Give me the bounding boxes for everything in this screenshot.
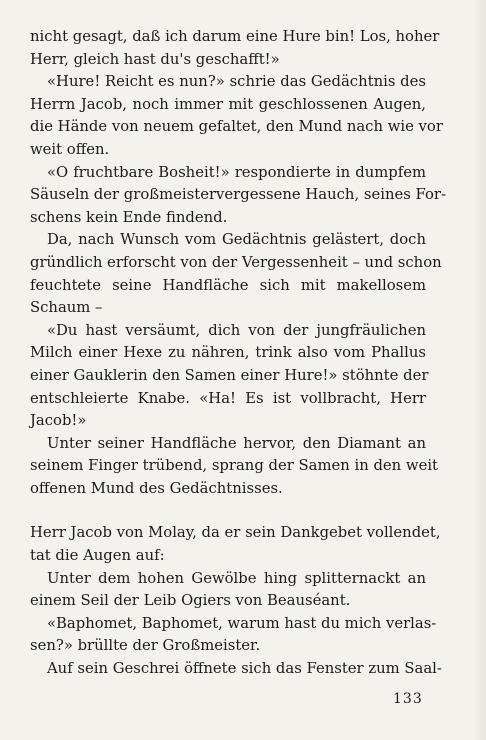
text-line: entschleierte Knabe. «Ha! Es ist vollbracht, Herr bbox=[30, 389, 426, 407]
text-line: Unter seiner Handfläche hervor, den Diamant an bbox=[47, 434, 426, 452]
text-line: «Du hast versäumt, dich von der jungfräulichen bbox=[47, 321, 426, 339]
page-edge-shadow bbox=[472, 0, 486, 740]
text-line: Da, nach Wunsch vom Gedächtnis gelästert, doch bbox=[47, 231, 426, 249]
text-line: Unter dem hohen Gewölbe hing splitternackt an bbox=[47, 569, 426, 587]
text-line: Auf sein Geschrei öffnete sich das Fenster zum Saal- bbox=[47, 660, 442, 678]
text-line: feuchtete seine Handfläche sich mit makellosem bbox=[30, 276, 426, 294]
text-line: offenen Mund des Gedächtnisses. bbox=[30, 479, 283, 497]
text-line: «Baphomet, Baphomet, warum hast du mich verlas- bbox=[47, 614, 437, 632]
text-line: gründlich erforscht von der Vergessenheit – und schon bbox=[30, 253, 442, 271]
text-line: sen?» brüllte der Großmeister. bbox=[30, 637, 261, 655]
text-line: «O fruchtbare Bosheit!» respondierte in dumpfem bbox=[47, 163, 426, 181]
text-line: Schaum – bbox=[30, 299, 103, 317]
text-line: die Hände von neuem gefaltet, den Mund nach wie vor bbox=[30, 118, 443, 136]
text-line: Säuseln der großmeistervergessene Hauch, seines For- bbox=[30, 186, 446, 204]
text-line: Herrn Jacob, noch immer mit geschlossenen Augen, bbox=[30, 95, 426, 113]
text-line: einer Gauklerin den Samen einer Hure!» stöhnte der bbox=[30, 366, 429, 384]
text-line: seinem Finger trübend, sprang der Samen in den weit bbox=[30, 457, 439, 475]
text-line: einem Seil der Leib Ogiers von Beauséant. bbox=[30, 592, 351, 610]
text-line: schens kein Ende findend. bbox=[30, 208, 228, 226]
paragraph-gap bbox=[30, 500, 426, 522]
text-line: Herr, gleich hast du's geschafft!» bbox=[30, 50, 280, 68]
text-line: Milch einer Hexe zu nähren, trink also vom Phallus bbox=[30, 344, 426, 362]
text-line: weit offen. bbox=[30, 140, 110, 158]
body-text bbox=[30, 26, 446, 681]
text-line: nicht gesagt, daß ich darum eine Hure bin! Los, hoher bbox=[30, 28, 440, 45]
page-number: 133 bbox=[393, 691, 423, 707]
text-line: Herr Jacob von Molay, da er sein Dankgebet vollendet, bbox=[30, 524, 441, 542]
text-line: tat die Augen auf: bbox=[30, 547, 165, 565]
text-line: «Hure! Reicht es nun?» schrie das Gedächtnis des bbox=[47, 73, 426, 91]
text-line: Jacob!» bbox=[30, 412, 87, 430]
